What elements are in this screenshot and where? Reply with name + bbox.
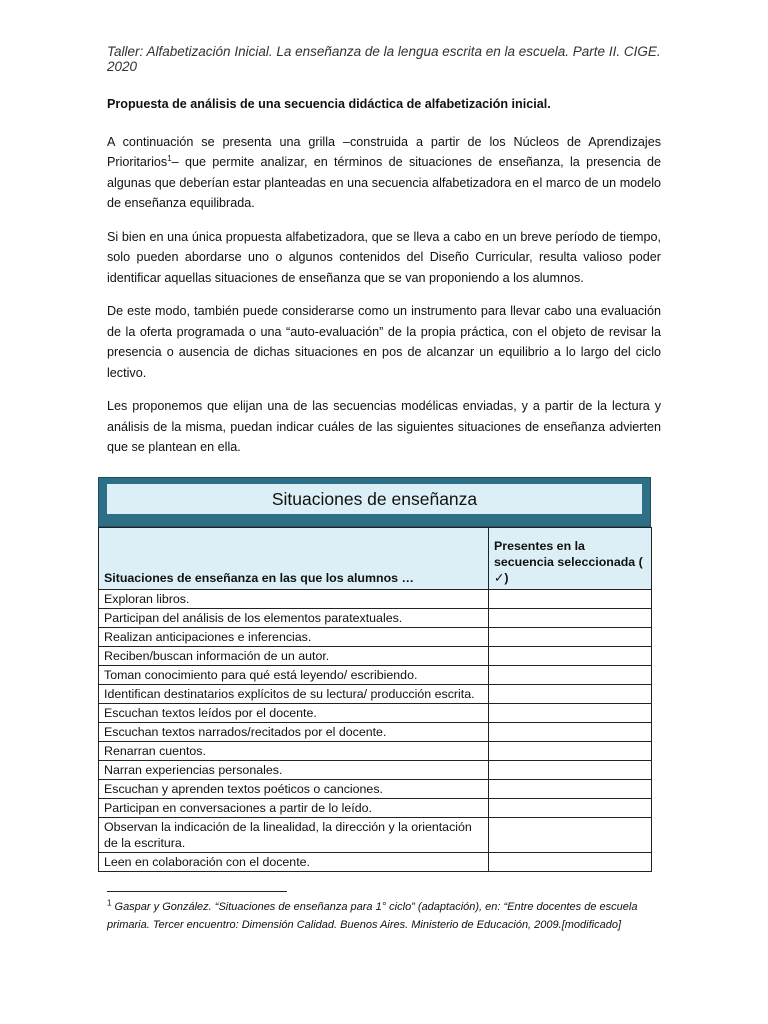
present-check-cell[interactable] (489, 742, 652, 761)
table-row (99, 853, 652, 872)
document-body (107, 94, 661, 471)
present-check-cell[interactable] (489, 704, 652, 723)
table-body (99, 590, 652, 872)
present-check-cell[interactable] (489, 685, 652, 704)
table-row (99, 590, 652, 609)
present-check-cell[interactable] (489, 853, 652, 872)
situation-cell: Escuchan textos leídos por el docente. (99, 704, 489, 723)
footnote (107, 898, 667, 934)
table-row (99, 685, 652, 704)
situation-cell: Participan del análisis de los elementos paratextuales. (99, 609, 489, 628)
situation-cell: Narran experiencias personales. (99, 761, 489, 780)
footnote-number: 1 (107, 898, 112, 908)
situation-cell: Exploran libros. (99, 590, 489, 609)
present-check-cell[interactable] (489, 590, 652, 609)
table-row (99, 742, 652, 761)
paragraph-1 (107, 132, 661, 214)
column-header-present: Presentes en la secuencia seleccionada ( ✓) (489, 528, 652, 590)
table-row (99, 818, 652, 853)
document-title: Propuesta de análisis de una secuencia didáctica de alfabetización inicial. (107, 97, 551, 111)
column-header-situations: Situaciones de enseñanza en las que los alumnos … (99, 528, 489, 590)
present-check-cell[interactable] (489, 799, 652, 818)
situation-cell: Toman conocimiento para qué está leyendo/ escribiendo. (99, 666, 489, 685)
footnote-divider (107, 891, 287, 892)
situation-cell: Escuchan y aprenden textos poéticos o canciones. (99, 780, 489, 799)
present-check-cell[interactable] (489, 723, 652, 742)
present-check-cell[interactable] (489, 609, 652, 628)
paragraph-4: Les proponemos que elijan una de las secuencias modélicas enviadas, y a partir de la lectura y análisis de la misma, puedan indicar cuáles de las siguientes situaciones de enseñanza advierten que se plantean en ella. (107, 399, 661, 454)
situation-cell: Leen en colaboración con el docente. (99, 853, 489, 872)
table-row (99, 799, 652, 818)
present-check-cell[interactable] (489, 818, 652, 853)
table-header-row (99, 528, 652, 590)
footnote-text: Gaspar y González. “Situaciones de enseñanza para 1° ciclo” (adaptación), en: “Entre docentes de escuela primaria. Tercer encuentro: Dimensión Calidad. Buenos Aires. Ministerio de Educación, 2009.[modificado] (107, 901, 638, 931)
present-check-cell[interactable] (489, 628, 652, 647)
page-header: Taller: Alfabetización Inicial. La enseñanza de la lengua escrita en la escuela. Parte II. CIGE. 2020 (107, 44, 661, 74)
situation-cell: Observan la indicación de la linealidad, la dirección y la orientación de la escritura. (99, 818, 489, 853)
situation-cell: Renarran cuentos. (99, 742, 489, 761)
table-row (99, 647, 652, 666)
paragraph-2: Si bien en una única propuesta alfabetizadora, que se lleva a cabo en un breve período de tiempo, solo pueden abordarse uno o algunos contenidos del Diseño Curricular, resulta valioso poder identificar aquellas situaciones de enseñanza que se van proponiendo a los alumnos. (107, 229, 661, 285)
situation-cell: Reciben/buscan información de un autor. (99, 647, 489, 666)
situations-table (98, 527, 652, 872)
footnote-reference[interactable]: 1 (167, 153, 172, 163)
present-check-cell[interactable] (489, 647, 652, 666)
table-row (99, 666, 652, 685)
paragraph-3: De este modo, también puede considerarse como un instrumento para llevar cabo una evaluación de la oferta programada o una “auto-evaluación” de la propia práctica, con el objeto de revisar la presencia o ausencia de dichas situaciones en pos de alcanzar un equilibrio a lo largo del ciclo lectivo. (107, 304, 661, 380)
situation-cell: Realizan anticipaciones e inferencias. (99, 628, 489, 647)
table-row (99, 628, 652, 647)
situation-cell: Escuchan textos narrados/recitados por el docente. (99, 723, 489, 742)
table-row (99, 723, 652, 742)
table-row (99, 704, 652, 723)
situations-table-container (98, 477, 651, 872)
present-check-cell[interactable] (489, 761, 652, 780)
present-check-cell[interactable] (489, 666, 652, 685)
situation-cell: Participan en conversaciones a partir de lo leído. (99, 799, 489, 818)
paragraph-1-text-b: – que permite analizar, en términos de situaciones de enseñanza, la presencia de algunas que deberían estar planteadas en una secuencia alfabetizadora en el marco de un modelo de enseñanza equilibrada. (107, 155, 661, 210)
table-row (99, 780, 652, 799)
situation-cell: Identifican destinatarios explícitos de su lectura/ producción escrita. (99, 685, 489, 704)
present-check-cell[interactable] (489, 780, 652, 799)
table-title: Situaciones de enseñanza (107, 484, 642, 514)
table-title-bar (98, 477, 651, 527)
table-row (99, 761, 652, 780)
table-row (99, 609, 652, 628)
paragraph-1-text-a: A continuación se presenta una grilla –construida a partir de los Núcleos de Aprendizajes Prioritarios (107, 134, 661, 169)
